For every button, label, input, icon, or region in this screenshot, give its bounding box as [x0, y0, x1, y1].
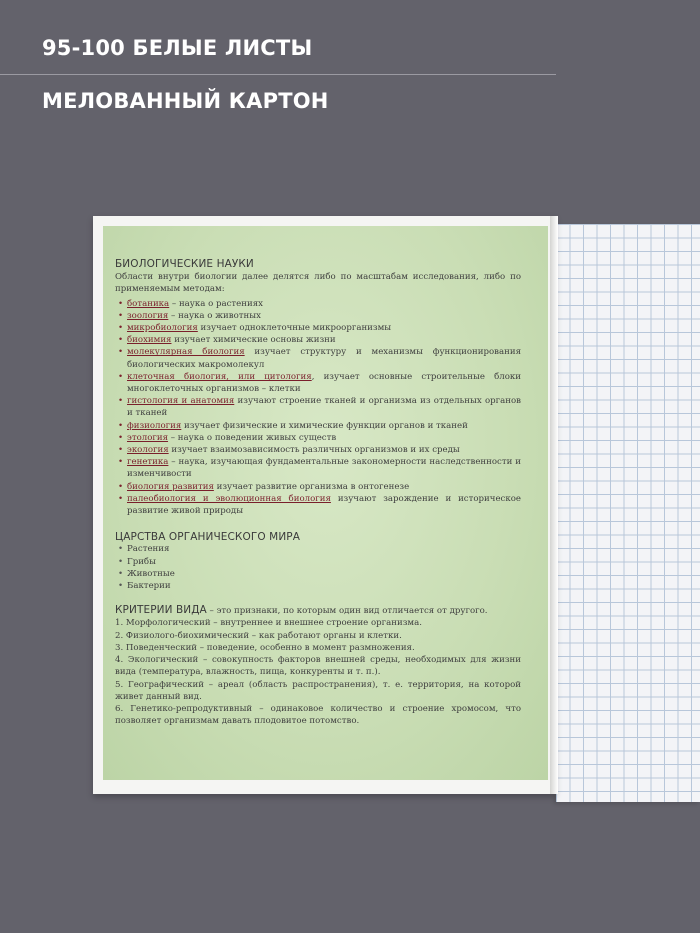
banner-title-cover: МЕЛОВАННЫЙ КАРТОН — [42, 89, 329, 113]
science-list-item — [115, 432, 521, 444]
science-term: гистология и анатомия — [127, 396, 235, 407]
section-title-kingdoms: ЦАРСТВА ОРГАНИЧЕСКОГО МИРА — [115, 531, 300, 544]
science-description: изучает химические основы жизни — [171, 335, 336, 346]
science-description: изучает структуру и механизмы функционирования биологических макромолекул — [127, 347, 521, 370]
cover-inside-page — [93, 216, 556, 794]
science-description: изучает взаимозависимость различных организмов и их среды — [168, 445, 460, 456]
science-description: изучают строение тканей и организма из отдельных органов и тканей — [127, 396, 521, 419]
criteria-list-item: 3. Поведенческий – поведение, особенно в момент размножения. — [115, 642, 415, 653]
banner-title-sheets: 95-100 БЕЛЫЕ ЛИСТЫ — [42, 36, 313, 60]
science-term: зоология — [127, 310, 169, 321]
kingdom-list-item: • Грибы — [115, 556, 521, 568]
science-term: ботаника — [127, 298, 170, 309]
criteria-list-item: 6. Генетико-репродуктивный – одинаковое количество и строение хромосом, что позволяет организмам давать плодовитое потомство. — [115, 703, 521, 727]
science-term: молекулярная биология — [127, 347, 245, 358]
science-description: – наука о животных — [168, 310, 261, 321]
criteria-list — [115, 617, 521, 727]
criteria-list-item: 1. Морфологический – внутреннее и внешнее строение организма. — [115, 618, 422, 629]
science-term: биология развития — [127, 481, 214, 492]
reference-content — [115, 258, 521, 727]
section-title-biology: БИОЛОГИЧЕСКИЕ НАУКИ — [115, 258, 254, 270]
science-term: микробиология — [127, 323, 198, 334]
science-term: клеточная биология, или цитология — [127, 371, 312, 382]
science-list-item — [115, 334, 521, 346]
notebook-photo — [93, 216, 700, 794]
science-list-item — [115, 481, 521, 493]
science-term: физиология — [127, 420, 182, 431]
kingdom-list-item: • Растения — [115, 543, 521, 555]
science-description: изучает развитие организма в онтогенезе — [213, 481, 410, 492]
science-list-item — [115, 493, 521, 517]
science-description: – наука, изучающая фундаментальные закономерности наследственности и изменчивости — [127, 457, 521, 480]
science-description: изучает одноклеточные микроорганизмы — [197, 323, 392, 334]
kingdom-list-item: • Бактерии — [115, 580, 521, 592]
science-term: экология — [127, 445, 169, 456]
science-description: изучают зарождение и историческое развитие живой природы — [127, 493, 521, 517]
criteria-list-item: 5. Географический – ареал (область распространения), т. е. территория, на которой живет данный вид. — [115, 679, 521, 702]
criteria-list-item: 4. Экологический – совокупность факторов внешней среды, необходимых для жизни вида (температура, влажность, пища, конкуренты и т. п.). — [115, 655, 521, 678]
science-description: – наука о растениях — [169, 298, 263, 309]
science-term: этология — [127, 432, 169, 443]
science-list-item — [115, 395, 521, 419]
kingdoms-list — [115, 543, 521, 592]
science-term: биохимия — [127, 335, 172, 346]
science-description: изучает физические и химические функции органов и тканей — [181, 420, 468, 431]
science-description: – наука о поведении живых существ — [168, 432, 337, 443]
science-list-item — [115, 456, 521, 480]
science-list-item — [115, 322, 521, 334]
notebook-spine — [550, 216, 558, 794]
science-list-item — [115, 444, 521, 456]
criteria-list-item: 2. Физиолого-биохимический – как работают органы и клетки. — [115, 630, 402, 641]
science-list-item — [115, 298, 521, 310]
section-intro: Области внутри биологии далее делятся либо по масштабам исследования, либо по применяемым методам: — [115, 272, 521, 295]
kingdom-list-item: • Животные — [115, 568, 521, 580]
grid-page — [556, 224, 700, 802]
criteria-definition: – это признаки, по которым один вид отличается от другого. — [206, 606, 488, 617]
science-list-item — [115, 346, 521, 370]
science-list-item — [115, 371, 521, 395]
section-title-criteria: КРИТЕРИИ ВИДА — [115, 604, 207, 617]
banner-divider — [0, 74, 556, 75]
science-list-item — [115, 310, 521, 322]
biology-sciences-list — [115, 298, 521, 518]
section-criteria-heading — [115, 604, 521, 617]
science-term: палеобиология и эволюционная биология — [127, 493, 331, 504]
science-description: , изучает основные строительные блоки многоклеточных организмов – клетки — [127, 371, 521, 395]
science-list-item — [115, 420, 521, 432]
science-term: генетика — [127, 457, 169, 468]
